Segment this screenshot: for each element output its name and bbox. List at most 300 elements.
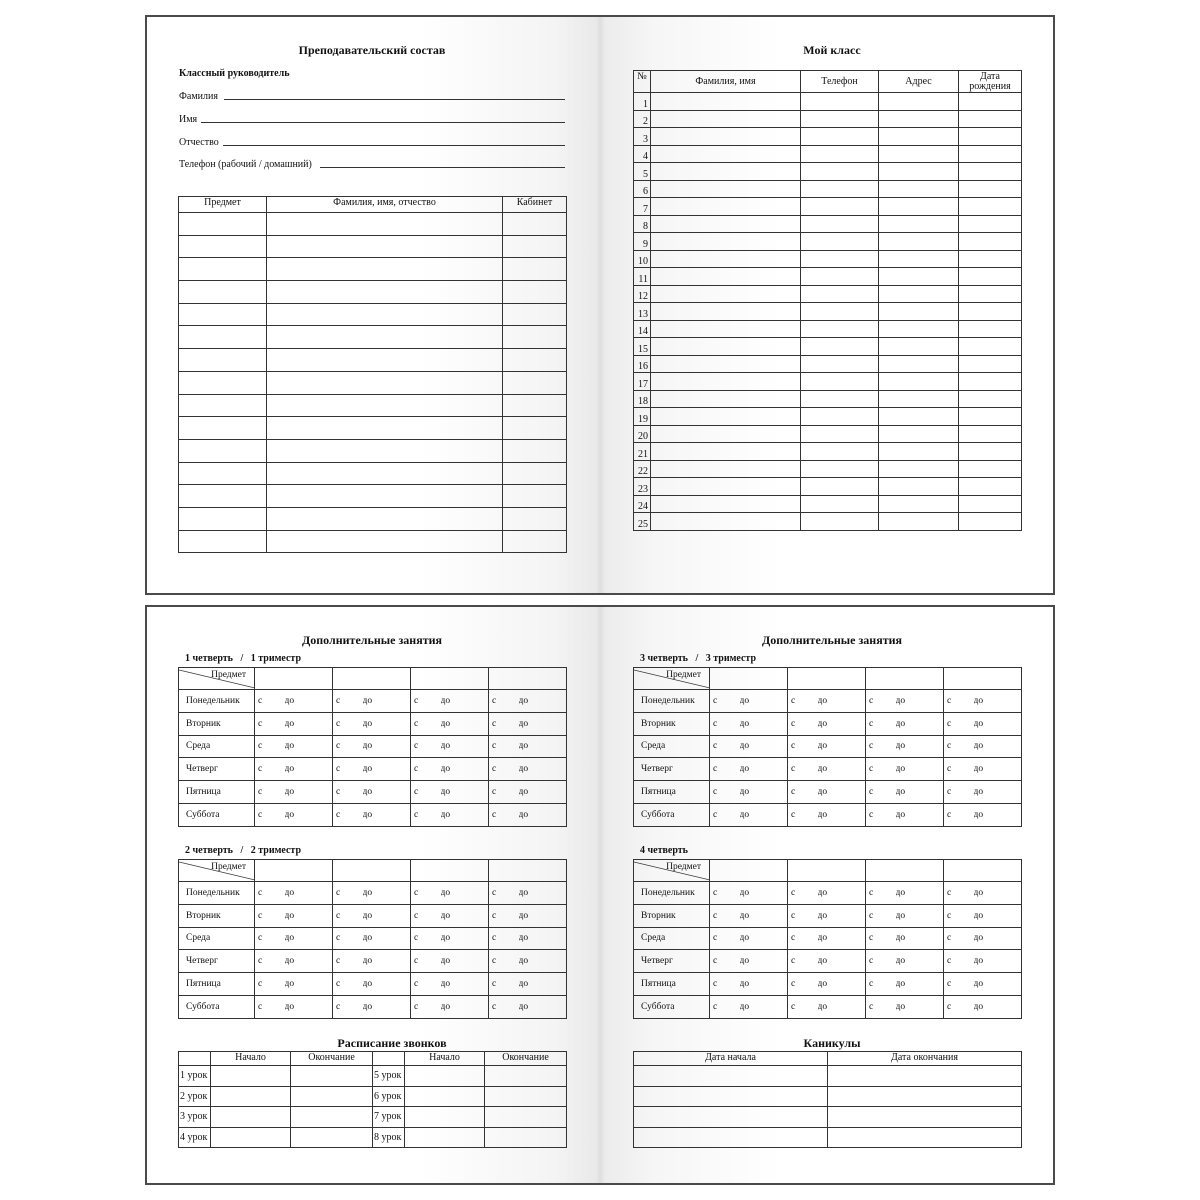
class-cell-birthdate[interactable]: [959, 233, 1022, 251]
time-from-cell[interactable]: с: [788, 995, 818, 1018]
class-cell-phone[interactable]: [801, 390, 879, 408]
class-cell-birthdate[interactable]: [959, 408, 1022, 426]
time-from-cell[interactable]: с: [788, 758, 818, 781]
class-cell-name[interactable]: [651, 145, 801, 163]
time-to-cell[interactable]: до: [818, 735, 866, 758]
time-to-cell[interactable]: до: [896, 927, 944, 950]
class-cell-address[interactable]: [879, 250, 959, 268]
time-to-cell[interactable]: до: [285, 781, 333, 804]
class-cell-birthdate[interactable]: [959, 215, 1022, 233]
subject-name-cell[interactable]: [489, 860, 567, 882]
class-cell-name[interactable]: [651, 355, 801, 373]
time-from-cell[interactable]: с: [710, 735, 740, 758]
staff-cell-room[interactable]: [503, 326, 567, 349]
time-to-cell[interactable]: до: [363, 735, 411, 758]
time-to-cell[interactable]: до: [740, 735, 788, 758]
time-to-cell[interactable]: до: [818, 904, 866, 927]
class-cell-name[interactable]: [651, 443, 801, 461]
time-to-cell[interactable]: до: [740, 758, 788, 781]
time-to-cell[interactable]: до: [818, 882, 866, 905]
staff-cell-room[interactable]: [503, 485, 567, 508]
class-cell-birthdate[interactable]: [959, 93, 1022, 111]
time-from-cell[interactable]: с: [333, 995, 363, 1018]
staff-cell-room[interactable]: [503, 235, 567, 258]
holiday-end-cell[interactable]: [828, 1066, 1022, 1087]
time-from-cell[interactable]: с: [255, 973, 285, 996]
class-cell-birthdate[interactable]: [959, 373, 1022, 391]
staff-cell-subject[interactable]: [179, 371, 267, 394]
class-cell-phone[interactable]: [801, 355, 879, 373]
class-cell-name[interactable]: [651, 163, 801, 181]
class-cell-address[interactable]: [879, 215, 959, 233]
staff-cell-room[interactable]: [503, 439, 567, 462]
time-from-cell[interactable]: с: [788, 803, 818, 826]
staff-cell-fio[interactable]: [267, 439, 503, 462]
class-cell-address[interactable]: [879, 128, 959, 146]
time-from-cell[interactable]: с: [255, 882, 285, 905]
staff-cell-room[interactable]: [503, 213, 567, 236]
time-to-cell[interactable]: до: [519, 781, 567, 804]
time-from-cell[interactable]: с: [944, 758, 974, 781]
time-to-cell[interactable]: до: [519, 803, 567, 826]
lesson-start-cell[interactable]: [405, 1127, 485, 1148]
class-cell-birthdate[interactable]: [959, 320, 1022, 338]
staff-cell-fio[interactable]: [267, 235, 503, 258]
time-to-cell[interactable]: до: [363, 758, 411, 781]
time-from-cell[interactable]: с: [255, 735, 285, 758]
class-cell-phone[interactable]: [801, 163, 879, 181]
staff-cell-room[interactable]: [503, 507, 567, 530]
time-to-cell[interactable]: до: [740, 995, 788, 1018]
time-to-cell[interactable]: до: [896, 735, 944, 758]
lesson-start-cell[interactable]: [211, 1086, 291, 1107]
time-from-cell[interactable]: с: [866, 927, 896, 950]
class-cell-address[interactable]: [879, 495, 959, 513]
time-to-cell[interactable]: до: [818, 758, 866, 781]
time-from-cell[interactable]: с: [710, 803, 740, 826]
time-to-cell[interactable]: до: [740, 712, 788, 735]
time-to-cell[interactable]: до: [740, 882, 788, 905]
class-cell-phone[interactable]: [801, 250, 879, 268]
time-from-cell[interactable]: с: [866, 950, 896, 973]
time-from-cell[interactable]: с: [411, 882, 441, 905]
time-from-cell[interactable]: с: [411, 904, 441, 927]
time-from-cell[interactable]: с: [255, 758, 285, 781]
time-to-cell[interactable]: до: [896, 758, 944, 781]
class-cell-phone[interactable]: [801, 320, 879, 338]
class-cell-name[interactable]: [651, 233, 801, 251]
time-to-cell[interactable]: до: [818, 950, 866, 973]
class-cell-address[interactable]: [879, 390, 959, 408]
class-cell-phone[interactable]: [801, 495, 879, 513]
staff-cell-subject[interactable]: [179, 213, 267, 236]
time-from-cell[interactable]: с: [788, 882, 818, 905]
class-cell-address[interactable]: [879, 163, 959, 181]
time-from-cell[interactable]: с: [710, 950, 740, 973]
class-cell-birthdate[interactable]: [959, 250, 1022, 268]
time-from-cell[interactable]: с: [255, 803, 285, 826]
time-from-cell[interactable]: с: [710, 690, 740, 713]
time-to-cell[interactable]: до: [285, 995, 333, 1018]
class-cell-name[interactable]: [651, 250, 801, 268]
time-to-cell[interactable]: до: [896, 712, 944, 735]
class-cell-name[interactable]: [651, 338, 801, 356]
class-cell-phone[interactable]: [801, 443, 879, 461]
holiday-end-cell[interactable]: [828, 1107, 1022, 1128]
time-from-cell[interactable]: с: [710, 927, 740, 950]
time-from-cell[interactable]: с: [489, 882, 519, 905]
time-to-cell[interactable]: до: [363, 973, 411, 996]
time-to-cell[interactable]: до: [285, 803, 333, 826]
time-from-cell[interactable]: с: [489, 995, 519, 1018]
class-cell-address[interactable]: [879, 198, 959, 216]
time-to-cell[interactable]: до: [285, 950, 333, 973]
subject-name-cell[interactable]: [788, 860, 866, 882]
class-cell-birthdate[interactable]: [959, 163, 1022, 181]
class-cell-address[interactable]: [879, 180, 959, 198]
class-cell-phone[interactable]: [801, 93, 879, 111]
time-to-cell[interactable]: до: [896, 781, 944, 804]
staff-cell-subject[interactable]: [179, 258, 267, 281]
class-cell-birthdate[interactable]: [959, 513, 1022, 531]
time-from-cell[interactable]: с: [944, 904, 974, 927]
staff-cell-fio[interactable]: [267, 303, 503, 326]
time-to-cell[interactable]: до: [441, 927, 489, 950]
time-from-cell[interactable]: с: [333, 758, 363, 781]
staff-cell-fio[interactable]: [267, 394, 503, 417]
time-from-cell[interactable]: с: [489, 973, 519, 996]
class-cell-address[interactable]: [879, 355, 959, 373]
staff-cell-fio[interactable]: [267, 281, 503, 304]
time-to-cell[interactable]: до: [740, 927, 788, 950]
time-to-cell[interactable]: до: [441, 803, 489, 826]
lesson-start-cell[interactable]: [405, 1086, 485, 1107]
time-to-cell[interactable]: до: [441, 904, 489, 927]
time-from-cell[interactable]: с: [333, 690, 363, 713]
time-from-cell[interactable]: с: [255, 904, 285, 927]
time-to-cell[interactable]: до: [363, 690, 411, 713]
class-cell-address[interactable]: [879, 145, 959, 163]
time-from-cell[interactable]: с: [710, 904, 740, 927]
class-cell-name[interactable]: [651, 215, 801, 233]
class-cell-address[interactable]: [879, 513, 959, 531]
time-to-cell[interactable]: до: [740, 781, 788, 804]
holiday-end-cell[interactable]: [828, 1086, 1022, 1107]
time-from-cell[interactable]: с: [333, 904, 363, 927]
time-from-cell[interactable]: с: [788, 781, 818, 804]
time-to-cell[interactable]: до: [441, 950, 489, 973]
staff-cell-subject[interactable]: [179, 530, 267, 553]
time-to-cell[interactable]: до: [974, 735, 1022, 758]
staff-cell-subject[interactable]: [179, 235, 267, 258]
time-from-cell[interactable]: с: [944, 995, 974, 1018]
time-from-cell[interactable]: с: [255, 712, 285, 735]
class-cell-name[interactable]: [651, 478, 801, 496]
time-from-cell[interactable]: с: [411, 973, 441, 996]
staff-cell-subject[interactable]: [179, 326, 267, 349]
time-from-cell[interactable]: с: [333, 927, 363, 950]
class-cell-address[interactable]: [879, 285, 959, 303]
staff-cell-room[interactable]: [503, 371, 567, 394]
time-from-cell[interactable]: с: [411, 927, 441, 950]
time-to-cell[interactable]: до: [818, 973, 866, 996]
staff-cell-fio[interactable]: [267, 326, 503, 349]
class-cell-birthdate[interactable]: [959, 338, 1022, 356]
subject-name-cell[interactable]: [333, 668, 411, 690]
lesson-end-cell[interactable]: [291, 1066, 373, 1087]
time-from-cell[interactable]: с: [333, 712, 363, 735]
subject-name-cell[interactable]: [944, 860, 1022, 882]
time-to-cell[interactable]: до: [896, 803, 944, 826]
subject-name-cell[interactable]: [866, 860, 944, 882]
time-to-cell[interactable]: до: [974, 758, 1022, 781]
class-cell-birthdate[interactable]: [959, 443, 1022, 461]
staff-cell-subject[interactable]: [179, 303, 267, 326]
staff-cell-subject[interactable]: [179, 394, 267, 417]
class-cell-address[interactable]: [879, 373, 959, 391]
time-to-cell[interactable]: до: [974, 927, 1022, 950]
subject-name-cell[interactable]: [710, 668, 788, 690]
time-to-cell[interactable]: до: [441, 995, 489, 1018]
time-from-cell[interactable]: с: [944, 735, 974, 758]
subject-name-cell[interactable]: [255, 668, 333, 690]
lesson-end-cell[interactable]: [291, 1127, 373, 1148]
class-cell-name[interactable]: [651, 495, 801, 513]
lesson-start-cell[interactable]: [211, 1107, 291, 1128]
time-from-cell[interactable]: с: [255, 690, 285, 713]
staff-cell-subject[interactable]: [179, 349, 267, 372]
holiday-start-cell[interactable]: [634, 1086, 828, 1107]
time-from-cell[interactable]: с: [866, 712, 896, 735]
class-cell-phone[interactable]: [801, 145, 879, 163]
time-to-cell[interactable]: до: [519, 927, 567, 950]
time-from-cell[interactable]: с: [255, 781, 285, 804]
staff-cell-fio[interactable]: [267, 507, 503, 530]
class-cell-phone[interactable]: [801, 373, 879, 391]
class-cell-name[interactable]: [651, 180, 801, 198]
time-from-cell[interactable]: с: [944, 927, 974, 950]
lesson-start-cell[interactable]: [211, 1066, 291, 1087]
staff-cell-fio[interactable]: [267, 371, 503, 394]
time-from-cell[interactable]: с: [489, 927, 519, 950]
time-to-cell[interactable]: до: [441, 735, 489, 758]
class-cell-phone[interactable]: [801, 408, 879, 426]
time-to-cell[interactable]: до: [363, 781, 411, 804]
class-cell-name[interactable]: [651, 408, 801, 426]
time-to-cell[interactable]: до: [285, 690, 333, 713]
time-to-cell[interactable]: до: [363, 882, 411, 905]
class-cell-phone[interactable]: [801, 233, 879, 251]
time-from-cell[interactable]: с: [411, 781, 441, 804]
class-cell-phone[interactable]: [801, 180, 879, 198]
class-cell-name[interactable]: [651, 513, 801, 531]
staff-cell-room[interactable]: [503, 394, 567, 417]
staff-cell-room[interactable]: [503, 462, 567, 485]
class-cell-phone[interactable]: [801, 128, 879, 146]
time-to-cell[interactable]: до: [896, 882, 944, 905]
class-cell-birthdate[interactable]: [959, 180, 1022, 198]
class-cell-birthdate[interactable]: [959, 495, 1022, 513]
lesson-end-cell[interactable]: [291, 1107, 373, 1128]
time-to-cell[interactable]: до: [974, 712, 1022, 735]
class-cell-address[interactable]: [879, 460, 959, 478]
time-to-cell[interactable]: до: [441, 882, 489, 905]
time-from-cell[interactable]: с: [710, 758, 740, 781]
staff-cell-subject[interactable]: [179, 462, 267, 485]
holiday-start-cell[interactable]: [634, 1066, 828, 1087]
staff-cell-fio[interactable]: [267, 258, 503, 281]
time-to-cell[interactable]: до: [519, 950, 567, 973]
lesson-start-cell[interactable]: [405, 1066, 485, 1087]
class-cell-address[interactable]: [879, 478, 959, 496]
subject-name-cell[interactable]: [710, 860, 788, 882]
class-cell-phone[interactable]: [801, 268, 879, 286]
time-to-cell[interactable]: до: [974, 904, 1022, 927]
class-cell-name[interactable]: [651, 373, 801, 391]
time-to-cell[interactable]: до: [896, 690, 944, 713]
class-cell-address[interactable]: [879, 303, 959, 321]
time-from-cell[interactable]: с: [333, 973, 363, 996]
time-from-cell[interactable]: с: [866, 803, 896, 826]
class-cell-birthdate[interactable]: [959, 110, 1022, 128]
time-to-cell[interactable]: до: [818, 712, 866, 735]
time-from-cell[interactable]: с: [866, 904, 896, 927]
holiday-start-cell[interactable]: [634, 1107, 828, 1128]
staff-cell-fio[interactable]: [267, 213, 503, 236]
time-to-cell[interactable]: до: [896, 950, 944, 973]
time-to-cell[interactable]: до: [974, 950, 1022, 973]
time-to-cell[interactable]: до: [285, 735, 333, 758]
time-to-cell[interactable]: до: [974, 995, 1022, 1018]
class-cell-name[interactable]: [651, 425, 801, 443]
staff-cell-room[interactable]: [503, 417, 567, 440]
time-from-cell[interactable]: с: [788, 904, 818, 927]
class-cell-name[interactable]: [651, 285, 801, 303]
subject-name-cell[interactable]: [411, 668, 489, 690]
time-to-cell[interactable]: до: [363, 803, 411, 826]
staff-cell-room[interactable]: [503, 258, 567, 281]
time-from-cell[interactable]: с: [944, 712, 974, 735]
staff-cell-subject[interactable]: [179, 485, 267, 508]
class-cell-address[interactable]: [879, 268, 959, 286]
class-cell-phone[interactable]: [801, 303, 879, 321]
time-from-cell[interactable]: с: [944, 690, 974, 713]
staff-cell-fio[interactable]: [267, 349, 503, 372]
time-to-cell[interactable]: до: [974, 690, 1022, 713]
time-from-cell[interactable]: с: [411, 803, 441, 826]
time-to-cell[interactable]: до: [974, 973, 1022, 996]
time-from-cell[interactable]: с: [255, 995, 285, 1018]
class-cell-address[interactable]: [879, 408, 959, 426]
class-cell-phone[interactable]: [801, 215, 879, 233]
time-from-cell[interactable]: с: [411, 995, 441, 1018]
time-to-cell[interactable]: до: [519, 973, 567, 996]
class-cell-birthdate[interactable]: [959, 425, 1022, 443]
time-from-cell[interactable]: с: [788, 973, 818, 996]
time-from-cell[interactable]: с: [489, 735, 519, 758]
time-from-cell[interactable]: с: [489, 781, 519, 804]
time-to-cell[interactable]: до: [818, 781, 866, 804]
holiday-end-cell[interactable]: [828, 1127, 1022, 1148]
time-from-cell[interactable]: с: [866, 973, 896, 996]
class-cell-birthdate[interactable]: [959, 355, 1022, 373]
time-from-cell[interactable]: с: [489, 950, 519, 973]
class-cell-birthdate[interactable]: [959, 268, 1022, 286]
time-from-cell[interactable]: с: [710, 882, 740, 905]
time-to-cell[interactable]: до: [441, 781, 489, 804]
time-from-cell[interactable]: с: [866, 735, 896, 758]
class-cell-phone[interactable]: [801, 338, 879, 356]
time-from-cell[interactable]: с: [788, 690, 818, 713]
time-to-cell[interactable]: до: [363, 995, 411, 1018]
time-to-cell[interactable]: до: [740, 690, 788, 713]
time-from-cell[interactable]: с: [411, 735, 441, 758]
time-to-cell[interactable]: до: [285, 904, 333, 927]
time-from-cell[interactable]: с: [411, 950, 441, 973]
time-from-cell[interactable]: с: [333, 950, 363, 973]
time-from-cell[interactable]: с: [489, 904, 519, 927]
holiday-start-cell[interactable]: [634, 1127, 828, 1148]
class-cell-phone[interactable]: [801, 478, 879, 496]
subject-name-cell[interactable]: [788, 668, 866, 690]
time-from-cell[interactable]: с: [866, 758, 896, 781]
time-from-cell[interactable]: с: [944, 882, 974, 905]
time-to-cell[interactable]: до: [974, 803, 1022, 826]
class-cell-name[interactable]: [651, 320, 801, 338]
time-from-cell[interactable]: с: [489, 712, 519, 735]
time-from-cell[interactable]: с: [489, 690, 519, 713]
subject-name-cell[interactable]: [944, 668, 1022, 690]
class-cell-birthdate[interactable]: [959, 128, 1022, 146]
class-cell-name[interactable]: [651, 460, 801, 478]
class-cell-birthdate[interactable]: [959, 198, 1022, 216]
lesson-end-cell[interactable]: [485, 1127, 567, 1148]
class-cell-birthdate[interactable]: [959, 478, 1022, 496]
subject-name-cell[interactable]: [255, 860, 333, 882]
time-from-cell[interactable]: с: [866, 690, 896, 713]
time-to-cell[interactable]: до: [519, 995, 567, 1018]
time-to-cell[interactable]: до: [896, 973, 944, 996]
time-to-cell[interactable]: до: [285, 973, 333, 996]
lesson-end-cell[interactable]: [485, 1066, 567, 1087]
class-cell-address[interactable]: [879, 338, 959, 356]
time-from-cell[interactable]: с: [333, 882, 363, 905]
class-cell-name[interactable]: [651, 110, 801, 128]
time-from-cell[interactable]: с: [944, 781, 974, 804]
time-to-cell[interactable]: до: [285, 927, 333, 950]
time-to-cell[interactable]: до: [285, 758, 333, 781]
time-from-cell[interactable]: с: [710, 995, 740, 1018]
time-to-cell[interactable]: до: [818, 927, 866, 950]
time-from-cell[interactable]: с: [411, 758, 441, 781]
time-from-cell[interactable]: с: [788, 927, 818, 950]
subject-name-cell[interactable]: [489, 668, 567, 690]
class-cell-name[interactable]: [651, 303, 801, 321]
time-to-cell[interactable]: до: [519, 690, 567, 713]
subject-name-cell[interactable]: [333, 860, 411, 882]
time-to-cell[interactable]: до: [285, 712, 333, 735]
time-from-cell[interactable]: с: [333, 803, 363, 826]
staff-cell-subject[interactable]: [179, 417, 267, 440]
staff-cell-subject[interactable]: [179, 281, 267, 304]
lesson-end-cell[interactable]: [485, 1086, 567, 1107]
time-to-cell[interactable]: до: [363, 904, 411, 927]
time-to-cell[interactable]: до: [363, 927, 411, 950]
time-to-cell[interactable]: до: [896, 995, 944, 1018]
time-from-cell[interactable]: с: [489, 758, 519, 781]
time-from-cell[interactable]: с: [788, 735, 818, 758]
time-to-cell[interactable]: до: [285, 882, 333, 905]
